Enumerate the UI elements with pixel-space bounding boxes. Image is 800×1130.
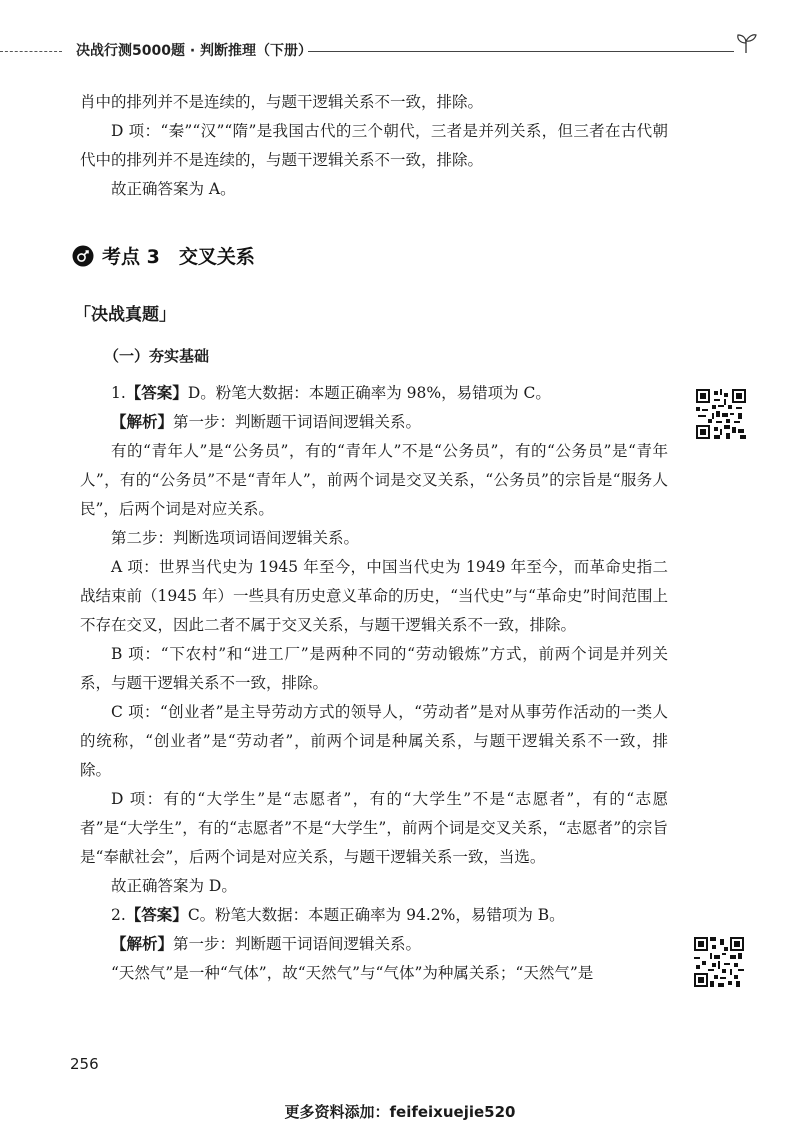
paragraph: 第二步：判断选项词语间逻辑关系。	[111, 529, 360, 547]
paragraph: D 项：有的“大学生”是“志愿者”，有的“大学生”不是“志愿者”，有的“志愿者”是“大学生”，有的“志愿者”不是“大学生”，前两个词是交叉关系，“志愿者”的宗旨是“奉献社会”，后两个词是对应关系，与题干逻辑关系一致，当选。	[80, 790, 668, 866]
q1-analysis-tag: 【解析】	[111, 413, 174, 431]
paragraph: “天然气”是一种“气体”，故“天然气”与“气体”为种属关系；“天然气”是	[111, 964, 594, 982]
paragraph: 故正确答案为 A。	[111, 180, 236, 198]
paragraph: C 项：“创业者”是主导劳动方式的领导人，“劳动者”是对从事劳作活动的一类人的统称，“创业者”是“劳动者”，前两个词是种属关系，与题干逻辑关系不一致，排除。	[80, 703, 668, 779]
paragraph: 肖中的排列并不是连续的，与题干逻辑关系不一致，排除。	[80, 93, 484, 111]
running-header	[0, 30, 800, 70]
paragraph: A 项：世界当代史为 1945 年至今，中国当代史为 1949 年至今，而革命史指二战结束前（1945 年）一些具有历史意义革命的历史，“当代史”与“革命史”时间范围上不存在交叉，因此二者不属于交叉关系，与题干逻辑关系不一致，排除。	[80, 558, 668, 634]
q2-answer-line	[80, 901, 668, 930]
paragraph: 故正确答案为 D。	[111, 877, 237, 895]
section-bullet-icon	[72, 245, 94, 267]
subsection-title: 「决战真题」	[74, 305, 176, 325]
question-body	[80, 379, 668, 988]
paragraph: 有的“青年人”是“公务员”，有的“青年人”不是“公务员”，有的“公务员”是“青年人”，有的“公务员”不是“青年人”，前两个词是交叉关系，“公务员”的宗旨是“服务人民”，后两个词是对应关系。	[80, 442, 668, 518]
q1-answer-text: D。粉笔大数据：本题正确率为 98%，易错项为 C。	[187, 384, 551, 402]
q2-num: 2.	[111, 906, 126, 924]
q2-analysis-line	[80, 930, 668, 959]
header-rule-left	[0, 51, 62, 52]
q1-answer-line	[80, 379, 668, 408]
paragraph: B 项：“下农村”和“进工厂”是两种不同的“劳动锻炼”方式，前两个词是并列关系，与题干逻辑关系不一致，排除。	[80, 645, 668, 692]
footer-note: 更多资料添加：feifeixuejie520	[284, 1103, 516, 1121]
section-heading	[72, 242, 255, 269]
page-number: 256	[70, 1055, 99, 1073]
q1-answer-tag: 【答案】	[125, 384, 188, 402]
subsubsection-title: （一）夯实基础	[104, 347, 210, 365]
header-title: 决战行测5000题 · 判断推理（下册）	[76, 43, 313, 59]
q1-analysis-line	[80, 408, 668, 437]
q1-analysis-text: 第一步：判断题干词语间逻辑关系。	[173, 413, 422, 431]
qr-code-icon[interactable]	[696, 389, 746, 439]
sprout-icon	[734, 32, 758, 54]
q2-analysis-text: 第一步：判断题干词语间逻辑关系。	[173, 935, 422, 953]
paragraph: D 项：“秦”“汉”“隋”是我国古代的三个朝代，三者是并列关系，但三者在古代朝代中的排列并不是连续的，与题干逻辑关系不一致，排除。	[80, 122, 668, 169]
q1-num: 1.	[111, 384, 126, 402]
top-paragraphs	[80, 88, 668, 204]
section-title: 考点 3 交叉关系	[102, 246, 255, 268]
q2-answer-text: C。粉笔大数据：本题正确率为 94.2%，易错项为 B。	[187, 906, 565, 924]
q2-answer-tag: 【答案】	[125, 906, 188, 924]
qr-code-icon[interactable]	[694, 937, 744, 987]
q2-analysis-tag: 【解析】	[111, 935, 174, 953]
header-rule-right	[308, 51, 734, 52]
